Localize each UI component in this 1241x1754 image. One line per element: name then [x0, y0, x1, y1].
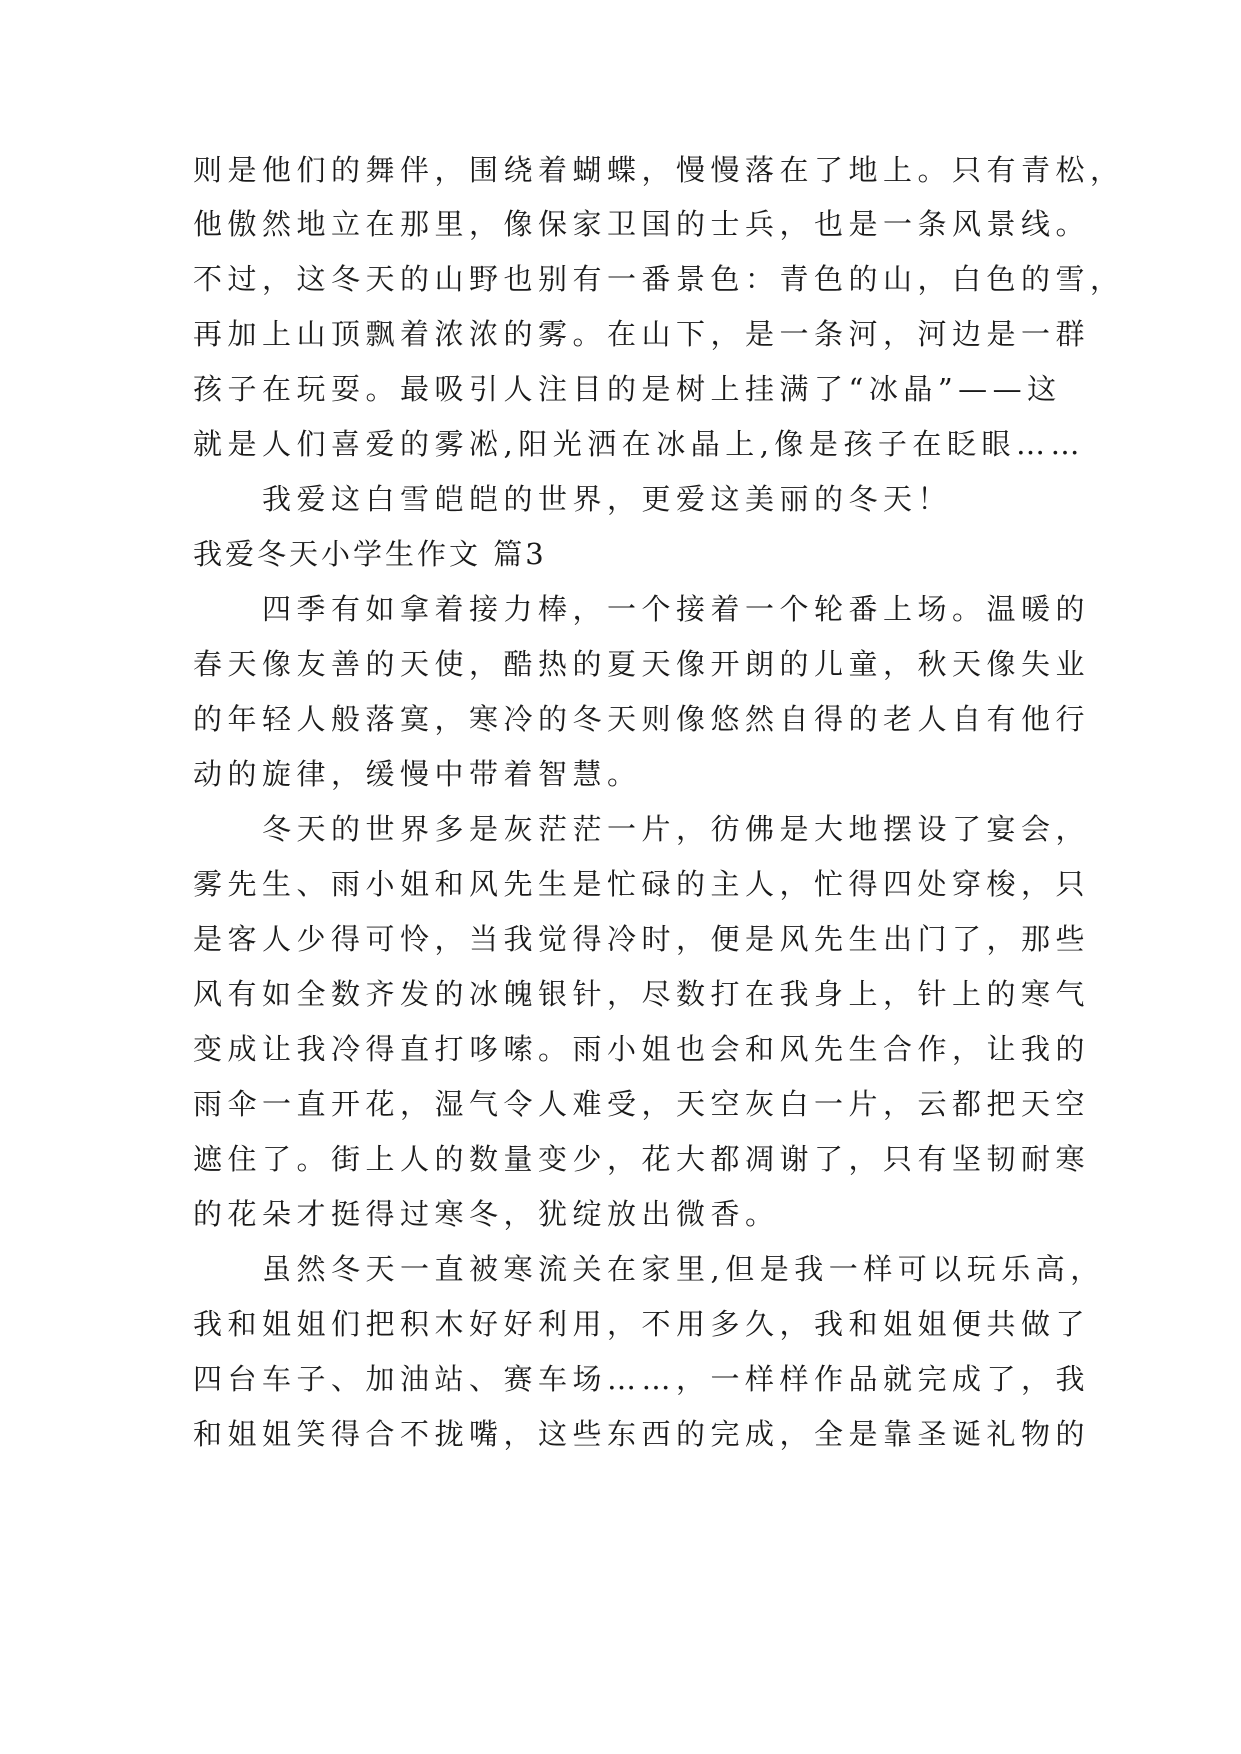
text-line: 的花朵才挺得过寒冬，犹绽放出微香。 — [193, 1197, 780, 1231]
text-line: 雾先生、雨小姐和风先生是忙碌的主人，忙得四处穿梭，只 — [193, 867, 1091, 901]
text-line: 动的旋律，缓慢中带着智慧。 — [193, 757, 642, 791]
text-line: 孩子在玩耍。最吸引人注目的是树上挂满了“冰晶”——这 — [193, 372, 1062, 406]
text-line: 雨伞一直开花，湿气令人难受，天空灰白一片，云都把天空 — [193, 1087, 1091, 1121]
text-line: 则是他们的舞伴，围绕着蝴蝶，慢慢落在了地上。只有青松， — [193, 153, 1125, 187]
text-line: 变成让我冷得直打哆嗦。雨小姐也会和风先生合作，让我的 — [193, 1032, 1091, 1066]
text-line: 遮住了。街上人的数量变少，花大都凋谢了，只有坚韧耐寒 — [193, 1142, 1091, 1176]
text-line: 和姐姐笑得合不拢嘴，这些东西的完成，全是靠圣诞礼物的 — [193, 1417, 1091, 1451]
text-line: 四台车子、加油站、赛车场……，一样样作品就完成了，我 — [193, 1362, 1091, 1396]
text-line: 风有如全数齐发的冰魄银针，尽数打在我身上，针上的寒气 — [193, 977, 1091, 1011]
paragraph-line: 我爱这白雪皑皑的世界，更爱这美丽的冬天！ — [193, 482, 953, 516]
text-line: 他傲然地立在那里，像保家卫国的士兵，也是一条风景线。 — [193, 207, 1091, 241]
paragraph-line: 四季有如拿着接力棒，一个接着一个轮番上场。温暖的 — [193, 592, 1091, 626]
section-heading: 我爱冬天小学生作文 篇3 — [193, 537, 547, 571]
text-line: 就是人们喜爱的雾凇,阳光洒在冰晶上,像是孩子在眨眼…… — [193, 427, 1085, 461]
text-line: 是客人少得可怜，当我觉得冷时，便是风先生出门了，那些 — [193, 922, 1091, 956]
text-line: 春天像友善的天使，酷热的夏天像开朗的儿童，秋天像失业 — [193, 647, 1091, 681]
text-line: 我和姐姐们把积木好好利用，不用多久，我和姐姐便共做了 — [193, 1307, 1091, 1341]
paragraph-line: 冬天的世界多是灰茫茫一片，彷佛是大地摆设了宴会， — [193, 812, 1091, 846]
paragraph-line: 虽然冬天一直被寒流关在家里,但是我一样可以玩乐高， — [193, 1252, 1105, 1286]
text-line: 再加上山顶飘着浓浓的雾。在山下，是一条河，河边是一群 — [193, 317, 1091, 351]
text-line: 不过，这冬天的山野也别有一番景色：青色的山，白色的雪， — [193, 262, 1125, 296]
text-line: 的年轻人般落寞，寒冷的冬天则像悠然自得的老人自有他行 — [193, 702, 1091, 736]
